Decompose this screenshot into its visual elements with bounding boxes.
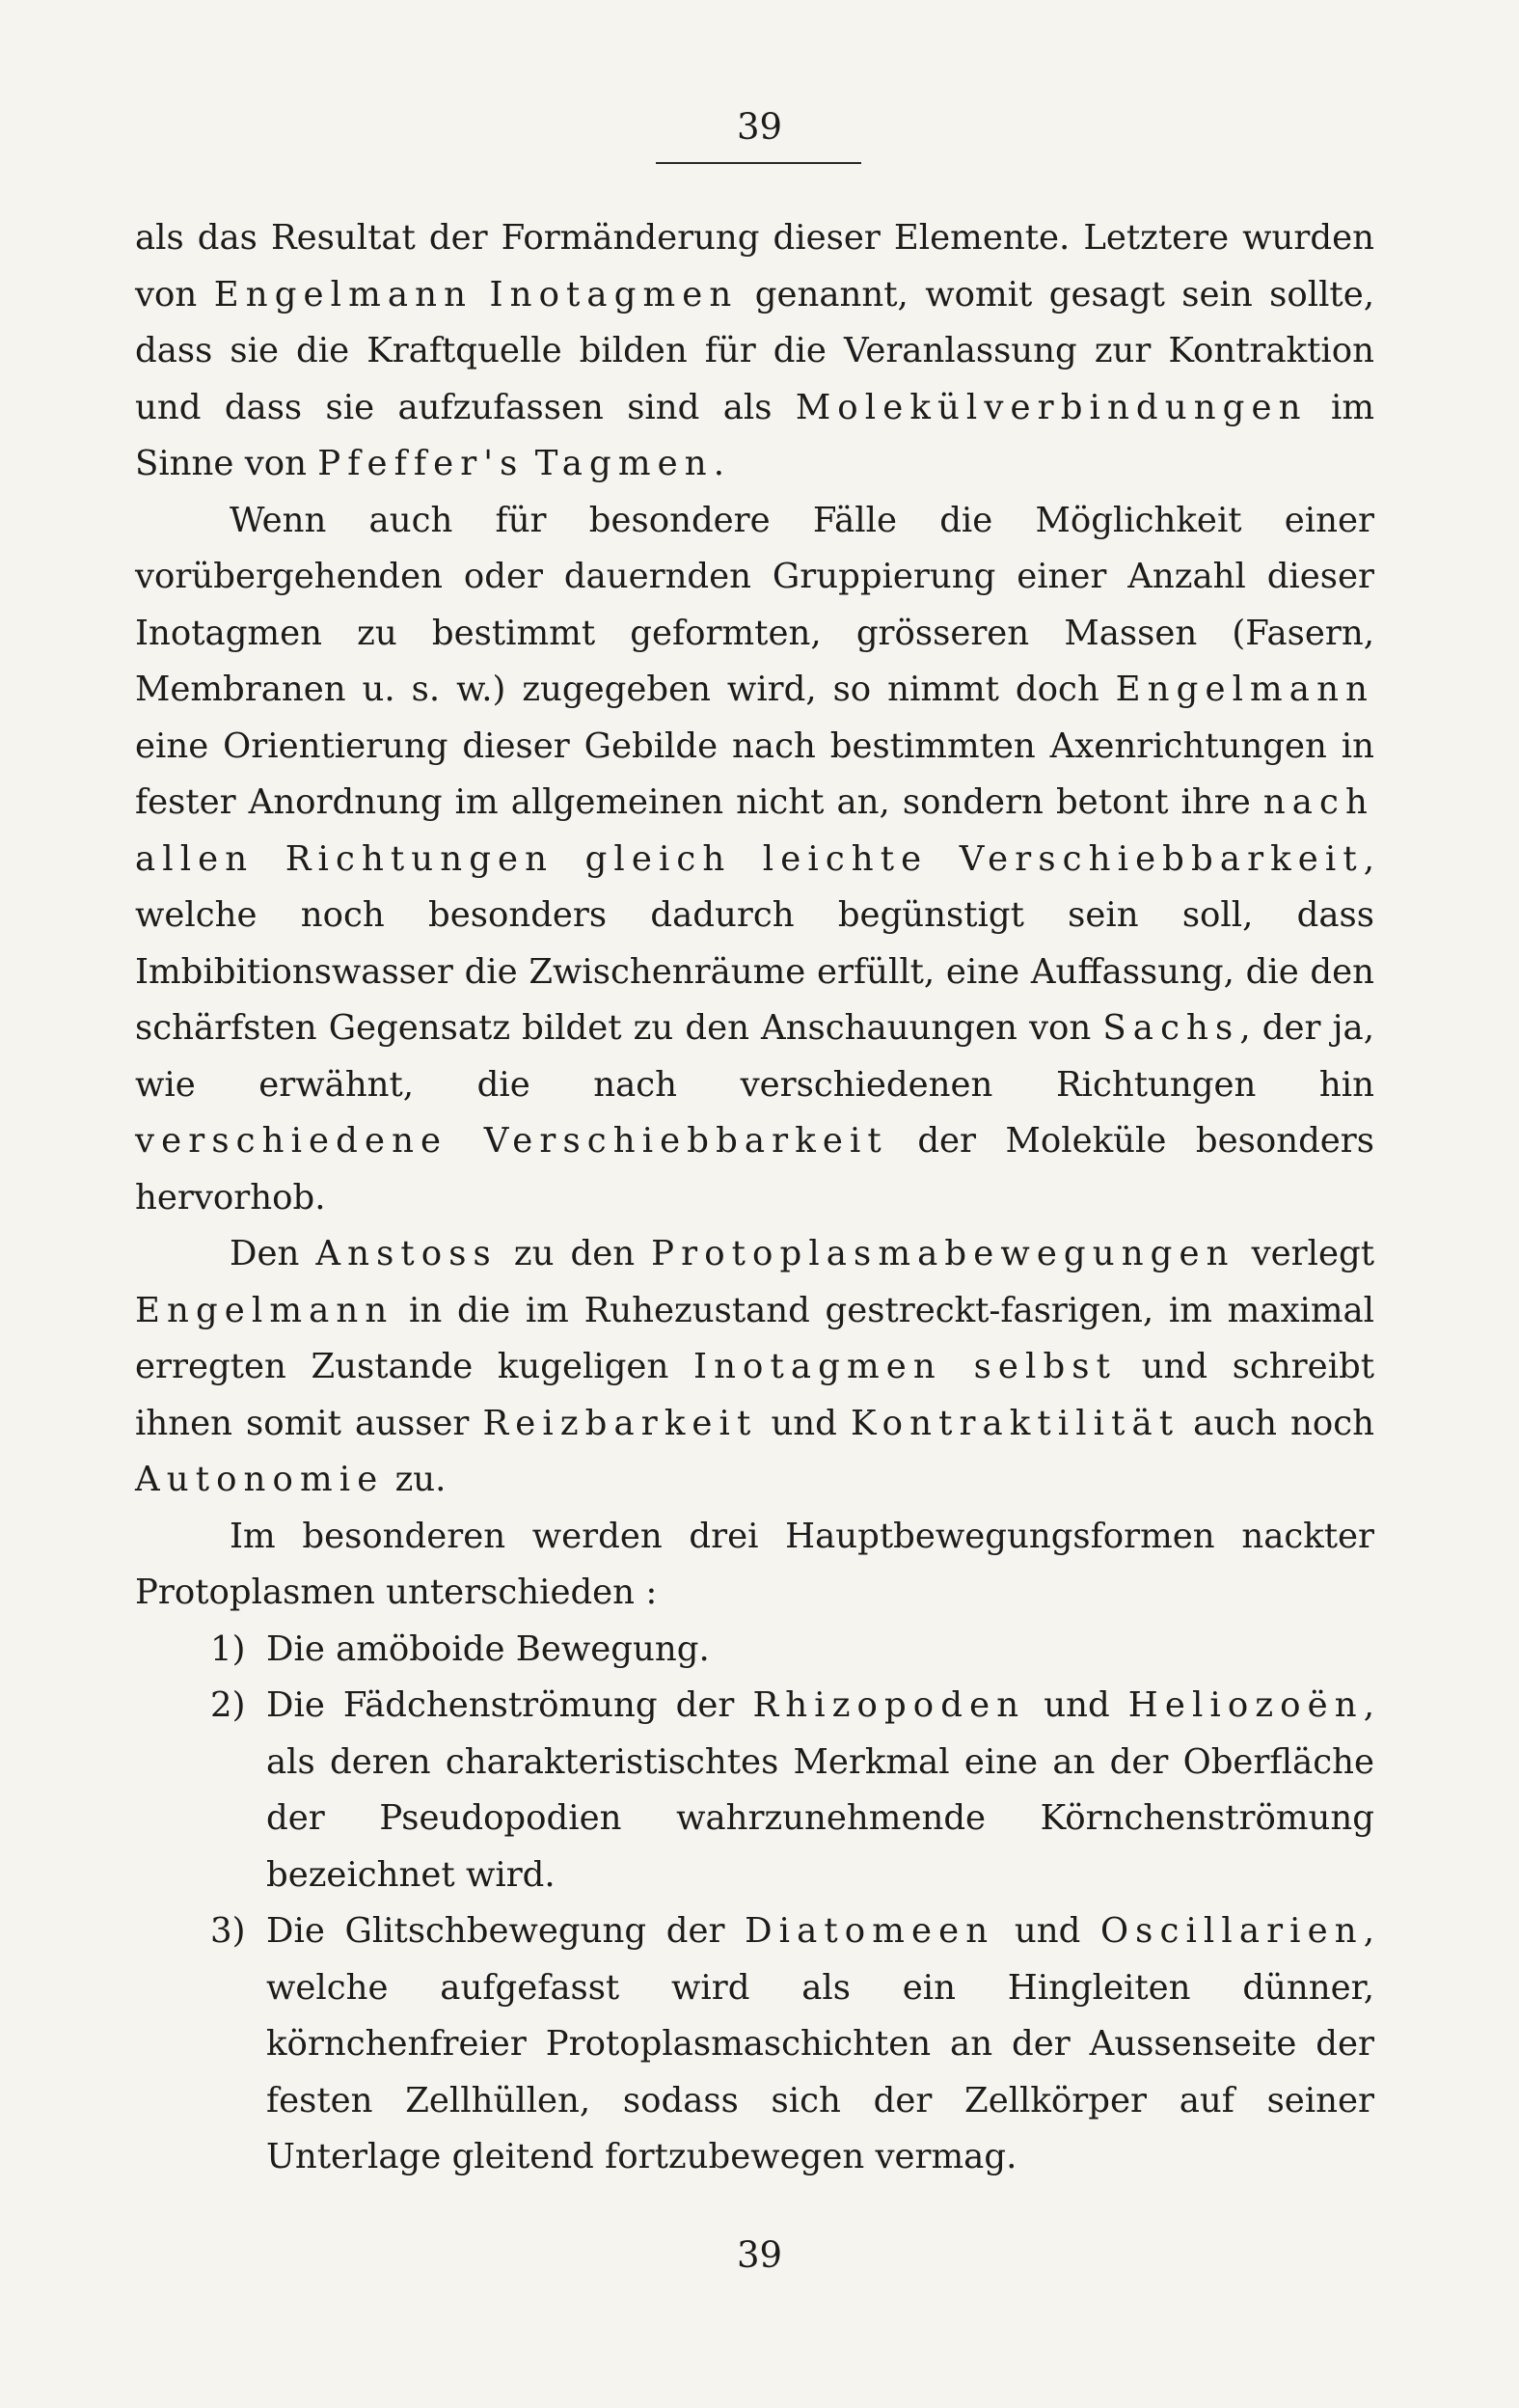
list-item-3-text-2: und [994,1911,1100,1951]
p1-spaced-pfeffers: Pfeffer's [317,444,525,483]
p1-text-5 [524,444,534,483]
movement-forms-list [135,1622,1374,2186]
p3-spaced-engelmann: Engelmann [135,1290,394,1330]
list-item-1-text: Die amöboide Bewegung. [266,1628,710,1669]
p1-text-1: als das Resultat der Formänderung dieser Elemente. Letztere wurden von [135,218,1374,315]
p3-spaced-anstoss: Anstoss [315,1234,498,1273]
list-item-2-spaced-heliozoen: Heliozoën [1127,1685,1364,1725]
p3-text-2: zu den [497,1234,652,1273]
p2-spaced-verschiedene-verschiebbarkeit: verschiedene Verschiebbarkeit [135,1121,888,1161]
list-number: 1) [210,1628,246,1669]
p2-spaced-verschiebbarkeit: nach allen Richtungen gleich leichte Verschiebbarkeit [135,782,1374,879]
p2-text-4: , der ja, wie erwähnt, die nach verschiedenen Richtungen hin [135,1008,1375,1105]
p2-text-2: eine Orientierung dieser Gebilde nach bestimmten Axenrichtungen in fester Anordnung im allgemeinen nicht an, sondern betont ihre [135,725,1374,822]
p3-text-8: zu. [384,1460,447,1499]
list-item-3-text-3: , welche aufgefasst wird als ein Hingleiten dünner, körnchenfreier Protoplasmaschichten an der Aussenseite der festen Zellhüllen, sodass sich der Zellkörper auf seiner Unterlage gleitend fortzubewegen vermag. [266,1911,1374,2176]
p3-text-6: und [757,1403,851,1443]
p2-text-5: der Moleküle besonders hervorhob. [135,1121,1374,1218]
p1-spaced-molekuelverbindungen: Molekülverbindungen [795,387,1308,427]
p1-spaced-engelmann: Engelmann [213,274,474,315]
p3-spaced-protoplasmabewegungen: Protoplasmabewegungen [651,1234,1235,1273]
paragraph-3 [135,1226,1374,1509]
list-item [135,1678,1374,1903]
p3-spaced-inotagmen-selbst: Inotagmen selbst [692,1347,1117,1386]
paragraph-4 [135,1509,1374,1622]
page-number-bottom: 39 [736,2234,783,2276]
p3-text-3: verlegt [1234,1234,1374,1273]
p2-text-1: Wenn auch für besondere Fälle die Möglichkeit einer vorübergehenden oder dauernden Gruppierung einer Anzahl dieser Inotagmen zu bestimmt geformten, grösseren Massen (Fasern, Membranen u. s. w.) zugegeben wird, so nimmt doch [135,500,1374,709]
p3-text-4: in die im Ruhezustand gestreckt-fasrigen, im maximal erregten Zustande kugeligen [135,1290,1374,1386]
list-number: 2) [210,1685,246,1725]
page-number-top: 39 [736,106,783,148]
p1-text-3: genannt, womit gesagt sein sollte, dass sie die Kraftquelle bilden für die Veranlassung zur Kontraktion und dass sie aufzufassen sind als [135,274,1374,427]
p1-text-6: . [713,444,724,483]
p3-text-7: auch noch [1180,1403,1374,1443]
p1-spaced-inotagmen: Inotagmen [489,274,739,315]
list-item [135,1622,1374,1679]
p2-spaced-engelmann: Engelmann [1115,670,1374,709]
list-item-2-text-3: , als deren charakteristischtes Merkmal eine an der Oberfläche der Pseudopodien wahrzunehmende Körnchenströmung bezeichnet wird. [266,1685,1374,1895]
list-item-3-spaced-diatomeen: Diatomeen [745,1911,995,1951]
list-item-2-spaced-rhizopoden: Rhizopoden [752,1685,1026,1725]
p2-spaced-sachs: Sachs [1102,1008,1240,1048]
p3-text-1: Den [230,1234,316,1273]
list-item-3-spaced-oscillarien: Oscillarien [1099,1911,1364,1951]
list-item-2-text-2: und [1025,1685,1128,1725]
p1-spaced-tagmen: Tagmen [534,444,714,483]
p3-spaced-kontraktilitaet: Kontraktilität [850,1403,1180,1443]
paragraph-2 [135,493,1374,1227]
body-text [135,210,1374,2186]
list-item-2-text-1: Die Fädchenströmung der [266,1685,753,1725]
p1-text-2 [473,275,489,315]
paragraph-1 [135,210,1374,493]
p2-text-3: , welche noch besonders dadurch begünstigt sein soll, dass Imbibitionswasser die Zwischenräume erfüllt, eine Auffassung, die den schärfsten Gegensatz bildet zu den Anschauungen von [135,838,1374,1048]
list-item [135,1903,1374,2186]
header-rule [656,162,861,164]
list-number: 3) [210,1911,246,1951]
p4-text: Im besonderen werden drei Hauptbewegungsformen nackter Protoplasmen unterschieden : [135,1516,1374,1612]
p3-spaced-autonomie: Autonomie [135,1460,385,1499]
p1-text-4: im Sinne von [135,387,1374,483]
list-item-3-text-1: Die Glitschbewegung der [266,1911,746,1951]
p3-text-5: und schreibt ihnen somit ausser [135,1347,1375,1443]
p3-spaced-reizbarkeit: Reizbarkeit [482,1403,758,1443]
